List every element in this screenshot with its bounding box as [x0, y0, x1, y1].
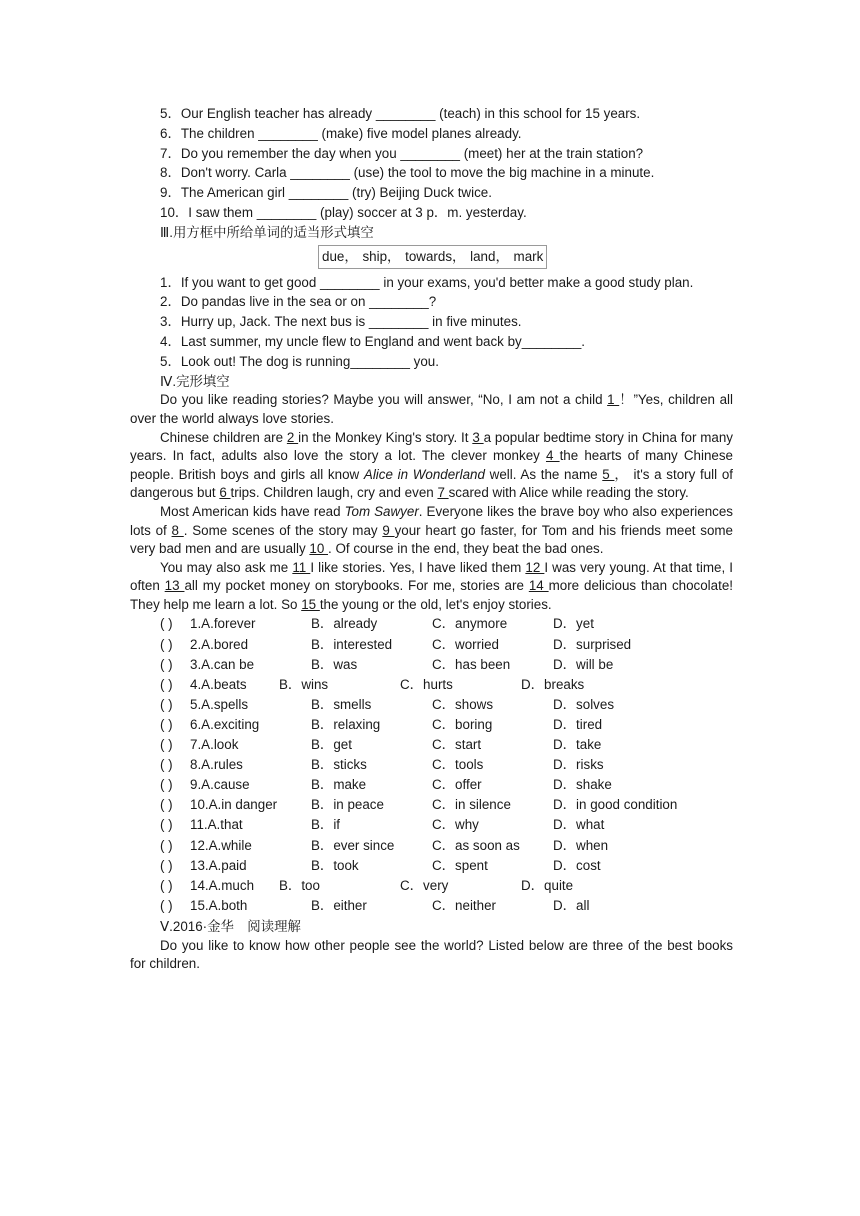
- option-a: 2.A.bored: [190, 636, 249, 652]
- option-row: [130, 876, 733, 896]
- paragraph-text: You may also ask me: [160, 559, 293, 575]
- section3-heading: Ⅲ.用方框中所给单词的适当形式填空: [160, 224, 374, 240]
- option-d: D．risks: [553, 757, 604, 773]
- book-title: Tom Sawyer: [344, 503, 419, 519]
- blank-15: 15: [301, 596, 320, 612]
- option-row: [130, 715, 733, 735]
- option-c: C．in silence: [432, 797, 511, 813]
- blank-5: 5: [602, 466, 615, 482]
- blank-3: 3: [472, 429, 484, 445]
- option-c: C．start: [432, 737, 482, 753]
- option-d: D．in good condition: [553, 797, 678, 813]
- option-b: B．already: [311, 616, 378, 632]
- blank-11: 11: [292, 559, 311, 575]
- section4-heading: Ⅳ.完形填空: [160, 373, 230, 389]
- answer-bracket: ( ): [160, 857, 173, 873]
- reading-intro: Do you like to know how other people see the world? Listed below are three of the best books for children.: [130, 937, 733, 972]
- option-b: B．in peace: [311, 797, 384, 813]
- answer-bracket: ( ): [160, 757, 173, 773]
- section5-heading: Ⅴ.2016·金华 阅读理解: [160, 918, 301, 934]
- book-title: Alice in Wonderland: [363, 466, 485, 482]
- option-a: 9.A.cause: [190, 777, 250, 793]
- blank-14: 14: [528, 578, 549, 594]
- option-a: 10.A.in danger: [190, 797, 278, 813]
- option-d: D．what: [553, 817, 605, 833]
- option-b: B．took: [311, 857, 359, 873]
- word-box: due， ship， towards， land， mark: [318, 245, 547, 269]
- paragraph-text: in the Monkey King's story. It: [298, 429, 473, 445]
- exercise-item: 8．Don't worry. Carla ________ (use) the tool to move the big machine in a minute.: [160, 165, 655, 181]
- answer-bracket: ( ): [160, 877, 173, 893]
- option-a: 6.A.exciting: [190, 716, 260, 732]
- option-b: B．relaxing: [311, 716, 381, 732]
- option-c: C．anymore: [432, 616, 508, 632]
- paragraph-text: a popular bedtime story in China for many years. In fact, adults also love the story a lot. The clever monkey: [130, 429, 733, 464]
- answer-bracket: ( ): [160, 696, 173, 712]
- option-d: D．cost: [553, 857, 601, 873]
- option-row: [130, 836, 733, 856]
- option-a: 13.A.paid: [190, 857, 247, 873]
- answer-bracket: ( ): [160, 716, 173, 732]
- option-a: 15.A.both: [190, 897, 248, 913]
- option-c: C．spent: [432, 857, 488, 873]
- option-a: 5.A.spells: [190, 696, 249, 712]
- option-row: [130, 614, 733, 634]
- option-b: B．was: [311, 656, 358, 672]
- option-a: 12.A.while: [190, 837, 252, 853]
- option-row: [130, 695, 733, 715]
- paragraph-text: scared with Alice while reading the story.: [448, 485, 689, 501]
- exercise-item: 7．Do you remember the day when you ________ (meet) her at the train station?: [160, 145, 644, 161]
- answer-bracket: ( ): [160, 656, 173, 672]
- option-row: [130, 856, 733, 876]
- exercise-item: 10．I saw them ________ (play) soccer at 3 p．m. yesterday.: [160, 204, 527, 220]
- paragraph-text: trips. Children laugh, cry and even: [230, 485, 438, 501]
- option-row: [130, 755, 733, 775]
- option-row: [130, 775, 733, 795]
- blank-12: 12: [525, 559, 545, 575]
- exercise-item: 3．Hurry up, Jack. The next bus is ________ in five minutes.: [160, 314, 522, 330]
- section2-items: [130, 104, 733, 223]
- answer-bracket: ( ): [160, 777, 173, 793]
- answer-options: [130, 614, 733, 915]
- paragraph-text: . Everyone likes the brave boy who also experiences lots of: [130, 503, 733, 538]
- blank-6: 6: [219, 485, 231, 501]
- option-c: C．shows: [432, 696, 494, 712]
- cloze-paragraph-3: [130, 503, 733, 559]
- answer-bracket: ( ): [160, 817, 173, 833]
- option-b: B．smells: [311, 696, 372, 712]
- cloze-paragraph-4: [130, 559, 733, 615]
- exercise-item: 2．Do pandas live in the sea or on ________?: [160, 294, 437, 310]
- paragraph-text: ， it's a story full of dangerous but: [130, 466, 734, 501]
- option-c: C．worried: [432, 636, 499, 652]
- option-a: 7.A.look: [190, 737, 239, 753]
- answer-bracket: ( ): [160, 737, 173, 753]
- option-a: 3.A.can be: [190, 656, 255, 672]
- blank-2: 2: [286, 429, 299, 445]
- option-b: B．if: [311, 817, 341, 833]
- option-b: B．either: [311, 897, 367, 913]
- option-a: 4.A.beats: [190, 676, 247, 692]
- option-d: D．surprised: [553, 636, 632, 652]
- paragraph-text: I was very young. At that time, I often: [130, 559, 733, 594]
- option-d: D．solves: [553, 696, 615, 712]
- answer-bracket: ( ): [160, 676, 173, 692]
- option-c: C．very: [400, 877, 449, 893]
- option-d: D．shake: [553, 777, 612, 793]
- exercise-item: 5．Look out! The dog is running________ you.: [160, 353, 439, 369]
- option-c: C．boring: [432, 716, 493, 732]
- paragraph-text: well. As the name: [484, 466, 603, 482]
- option-c: C．why: [432, 817, 479, 833]
- option-b: B．interested: [311, 636, 393, 652]
- paragraph-text: the young or the old, let's enjoy stories.: [319, 596, 552, 612]
- option-row: [130, 815, 733, 835]
- option-d: D．when: [553, 837, 609, 853]
- option-c: C．as soon as: [432, 837, 520, 853]
- paragraph-text: ！”Yes, children all over the world always love stories.: [130, 392, 733, 426]
- option-d: D．take: [553, 737, 602, 753]
- option-row: [130, 795, 733, 815]
- option-d: D．breaks: [521, 676, 585, 692]
- blank-1: 1: [607, 392, 620, 408]
- paragraph-text: . Of course in the end, they beat the bad ones.: [328, 541, 604, 557]
- option-d: D．tired: [553, 716, 603, 732]
- exercise-item: 5．Our English teacher has already ________ (teach) in this school for 15 years.: [160, 106, 641, 121]
- cloze-paragraph-2: [130, 429, 733, 503]
- option-c: C．hurts: [400, 676, 453, 692]
- blank-9: 9: [382, 522, 395, 538]
- option-a: 11.A.that: [190, 817, 243, 833]
- answer-bracket: ( ): [160, 897, 173, 913]
- paragraph-text: I like stories. Yes, I have liked them: [310, 559, 526, 575]
- blank-13: 13: [164, 578, 185, 594]
- option-a: 8.A.rules: [190, 757, 243, 773]
- option-b: B．too: [279, 877, 320, 893]
- answer-bracket: ( ): [160, 616, 173, 632]
- paragraph-text: the hearts of many Chinese people. British boys and girls all know: [130, 448, 734, 482]
- worksheet-page: [130, 104, 733, 974]
- blank-7: 7: [437, 485, 449, 501]
- option-c: C．offer: [432, 777, 482, 793]
- paragraph-text: Chinese children are: [160, 429, 287, 445]
- paragraph-text: Most American kids have read: [160, 503, 345, 519]
- option-b: B．wins: [279, 676, 329, 692]
- answer-bracket: ( ): [160, 636, 173, 652]
- exercise-item: 9．The American girl ________ (try) Beijing Duck twice.: [160, 185, 492, 201]
- option-a: 1.A.forever: [190, 616, 256, 632]
- option-b: B．sticks: [311, 757, 367, 773]
- option-d: D．will be: [553, 656, 614, 672]
- option-c: C．neither: [432, 897, 497, 913]
- paragraph-text: all my pocket money on storybooks. For me, stories are: [184, 578, 529, 594]
- exercise-item: 4．Last summer, my uncle flew to England and went back by________.: [160, 333, 586, 349]
- option-d: D．quite: [521, 877, 574, 893]
- option-a: 14.A.much: [190, 877, 255, 893]
- option-row: [130, 675, 733, 695]
- option-row: [130, 735, 733, 755]
- blank-8: 8: [171, 522, 184, 538]
- cloze-paragraph-1: [130, 391, 733, 428]
- blank-4: 4: [545, 448, 560, 464]
- paragraph-text: Do you like reading stories? Maybe you will answer, “No, I am not a child: [160, 392, 608, 408]
- option-c: C．tools: [432, 757, 484, 773]
- exercise-item: 1．If you want to get good ________ in your exams, you'd better make a good study plan.: [160, 274, 694, 290]
- answer-bracket: ( ): [160, 797, 173, 813]
- option-row: [130, 655, 733, 675]
- blank-10: 10: [309, 541, 329, 557]
- option-row: [130, 635, 733, 655]
- exercise-item: 6．The children ________ (make) five model planes already.: [160, 125, 522, 141]
- option-b: B．get: [311, 737, 352, 753]
- section3-items: [130, 273, 733, 372]
- paragraph-text: your heart go faster, for Tom and his friends meet some very bad men and are usually: [130, 522, 734, 557]
- option-d: D．yet: [553, 616, 594, 632]
- answer-bracket: ( ): [160, 837, 173, 853]
- option-row: [130, 896, 733, 916]
- option-b: B．make: [311, 777, 367, 793]
- paragraph-text: more delicious than chocolate! They help me learn a lot. So: [130, 578, 733, 612]
- option-b: B．ever since: [311, 837, 395, 853]
- option-d: D．all: [553, 897, 590, 913]
- option-c: C．has been: [432, 656, 511, 672]
- paragraph-text: . Some scenes of the story may: [183, 522, 383, 538]
